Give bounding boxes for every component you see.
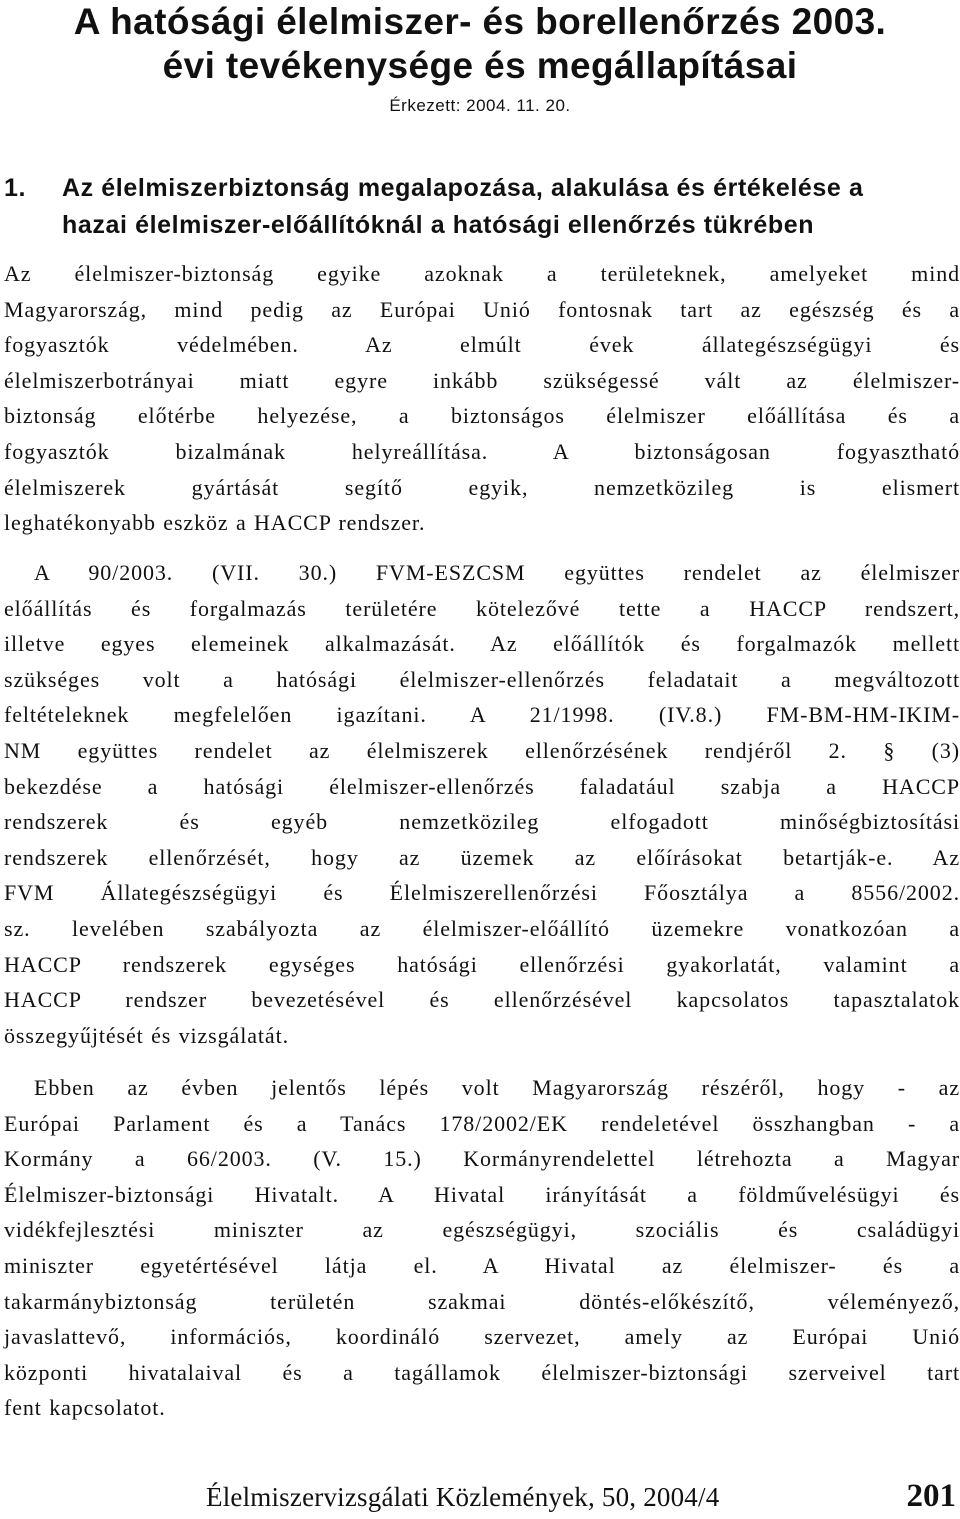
paragraph-2 — [4, 555, 960, 1053]
section-heading — [0, 170, 960, 244]
paragraph-line: összegyűjtését és vizsgálatát. — [4, 1022, 289, 1048]
paragraph-line: rendszerek és egyéb nemzetközileg elfogadott minőségbiztosítási — [4, 809, 960, 835]
paragraph-line: Az élelmiszer-biztonság egyike azoknak a területeknek, amelyeket mind — [4, 261, 960, 286]
paragraph-line: javaslattevő, információs, koordináló szervezet, amely az Európai Unió — [4, 1324, 960, 1350]
paragraph-line: előállítás és forgalmazás területére kötelezővé tette a HACCP rendszert, — [4, 595, 960, 621]
paragraph-line: illetve egyes elemeinek alkalmazását. Az előállítók és forgalmazók mellett — [4, 631, 960, 657]
paragraph-line: szükséges volt a hatósági élelmiszer-ellenőrzés feladatait a megváltozott — [4, 666, 960, 692]
paragraph-line: NM együttes rendelet az élelmiszerek ellenőrzésének rendjéről 2. § (3) — [4, 737, 960, 763]
paragraph-line: takarmánybiztonság területén szakmai döntés-előkészítő, véleményező, — [4, 1288, 960, 1314]
section-heading-line-1 — [0, 170, 960, 207]
paragraph-3 — [4, 1070, 960, 1426]
page-footer — [0, 1478, 960, 1518]
paragraph-line: élelmiszerek gyártását segítő egyik, nemzetközileg is elismert — [4, 474, 960, 500]
paragraph-line: Élelmiszer-biztonsági Hivatalt. A Hivatal irányítását a földművelésügyi és — [4, 1181, 960, 1207]
paragraph-line: feltételeknek megfelelően igazítani. A 21/1998. (IV.8.) FM-BM-HM-IKIM- — [4, 702, 960, 728]
paragraph-line: leghatékonyabb eszköz a HACCP rendszer. — [4, 510, 426, 536]
paragraph-line: Ebben az évben jelentős lépés volt Magyarország részéről, hogy - az — [34, 1075, 960, 1100]
paragraph-line: Európai Parlament és a Tanács 178/2002/EK rendeletével összhangban - a — [4, 1110, 960, 1136]
paragraph-line: HACCP rendszerek egységes hatósági ellenőrzési gyakorlatát, valamint a — [4, 951, 960, 977]
journal-citation: Élelmiszervizsgálati Közlemények, 50, 2004/4 — [206, 1482, 720, 1512]
paragraph-line: élelmiszerbotrányai miatt egyre inkább szükségessé vált az élelmiszer- — [4, 367, 960, 393]
paragraph-line: HACCP rendszer bevezetésével és ellenőrzésével kapcsolatos tapasztalatok — [4, 987, 960, 1013]
paragraph-line: miniszter egyetértésével látja el. A Hivatal az élelmiszer- és a — [4, 1252, 960, 1278]
paragraph-line: biztonság előtérbe helyezése, a biztonságos élelmiszer előállítása és a — [4, 403, 960, 429]
article-title-line-1: A hatósági élelmiszer- és borellenőrzés 2003. — [73, 1, 887, 42]
section-number: 1. — [4, 174, 27, 202]
paragraph-line: A 90/2003. (VII. 30.) FVM-ESZCSM együttes rendelet az élelmiszer — [34, 560, 960, 585]
page-number: 201 — [906, 1478, 956, 1514]
paragraph-line: rendszerek ellenőrzését, hogy az üzemek az előírásokat betartják-e. Az — [4, 844, 960, 870]
paragraph-1 — [4, 256, 960, 541]
paragraph-line: Magyarország, mind pedig az Európai Unió fontosnak tart az egészség és a — [4, 296, 960, 322]
paragraph-line: fent kapcsolatot. — [4, 1395, 166, 1421]
paragraph-line: központi hivatalaival és a tagállamok élelmiszer-biztonsági szerveivel tart — [4, 1359, 960, 1385]
section-heading-line-2: hazai élelmiszer-előállítóknál a hatósági ellenőrzés tükrében — [62, 211, 815, 239]
paragraph-line: sz. levelében szabályozta az élelmiszer-előállító üzemekre vonatkozóan a — [4, 915, 960, 941]
paragraph-line: Kormány a 66/2003. (V. 15.) Kormányrendelettel létrehozta a Magyar — [4, 1146, 960, 1172]
paragraph-line: FVM Állategészségügyi és Élelmiszerellenőrzési Főosztálya a 8556/2002. — [4, 880, 960, 906]
paragraph-line: bekezdése a hatósági élelmiszer-ellenőrzés faladatául szabja a HACCP — [4, 773, 960, 799]
paragraph-line: vidékfejlesztési miniszter az egészségügyi, szociális és családügyi — [4, 1217, 960, 1243]
received-date: Érkezett: 2004. 11. 20. — [389, 96, 571, 115]
paragraph-line: fogyasztók védelmében. Az elmúlt évek állategészségügyi és — [4, 332, 960, 358]
paragraph-line: fogyasztók bizalmának helyreállítása. A biztonságosan fogyasztható — [4, 438, 960, 464]
section-heading-text-1: Az élelmiszerbiztonság megalapozása, alakulása és értékelése a — [62, 174, 864, 202]
article-title-line-2: évi tevékenysége és megállapításai — [162, 45, 798, 86]
